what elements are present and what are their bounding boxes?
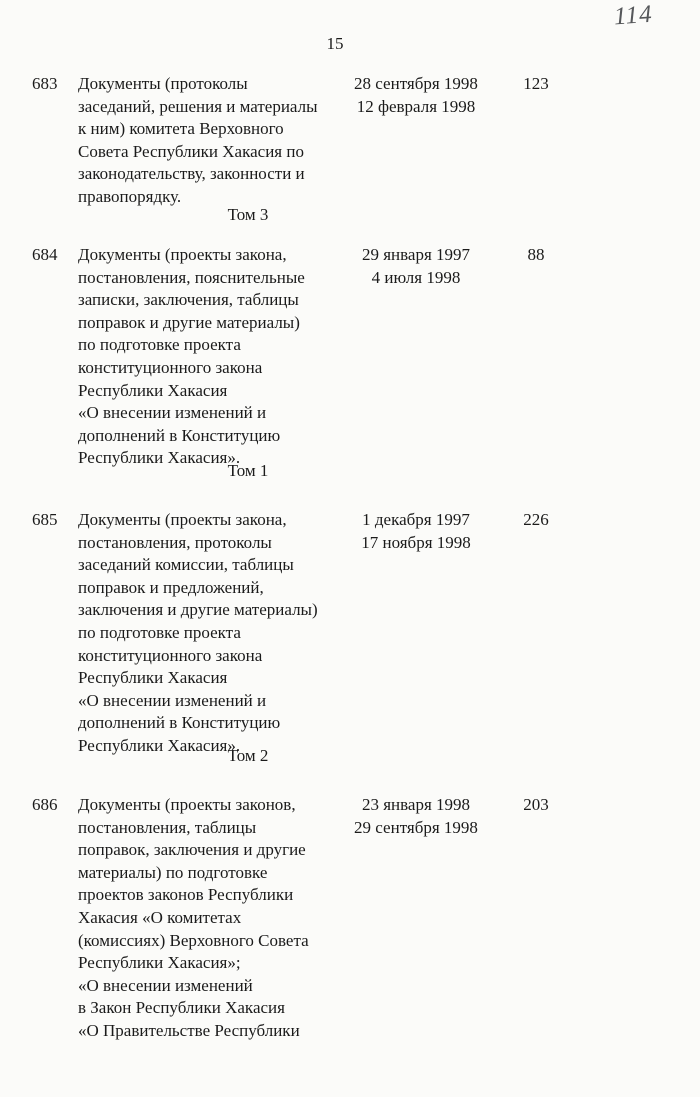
entry-dates: 23 января 1998 29 сентября 1998: [354, 795, 478, 837]
entry-number: 684: [32, 245, 58, 264]
entry-title: Документы (проекты закона, постановления, пояснительные записки, заключения, таблицы поправок и другие материалы) по подготовке проекта конституционного закона Республики Хакасия «О внесении изменений и дополнений в Конституцию Республики Хакасия».: [78, 245, 305, 468]
archive-folio-number: 114: [613, 0, 654, 31]
entry-dates: 29 января 1997 4 июля 1998: [361, 245, 471, 287]
entry-title: Документы (проекты законов, постановления, таблицы поправок, заключения и другие материалы) по подготовке проектов законов Республики Хакасия «О комитетах (комиссиях) Верховного Совета Республики Хакасия»; «О внесении изменений в Закон Республики Хакасия «О Правительстве Республики: [78, 795, 309, 1040]
entry-number: 683: [32, 74, 58, 93]
entry-sheet-count: 123: [523, 74, 549, 93]
entry-volume: Том 2: [227, 746, 269, 765]
entry-title: Документы (проекты закона, постановления, протоколы заседаний комиссии, таблицы поправок и предложений, заключения и другие материалы) по подготовке проекта конституционного закона Республики Хакасия «О внесении изменений и дополнений в Конституцию Республики Хакасия».: [78, 510, 318, 755]
entry-number: 686: [32, 795, 58, 814]
entry-sheet-count: 88: [527, 245, 545, 264]
entry-volume: Том 3: [227, 205, 269, 224]
entry-title: Документы (протоколы заседаний, решения и материалы к ним) комитета Верховного Совета Республики Хакасия по законодательству, законности и правопорядку.: [78, 74, 318, 206]
entry-sheet-count: 226: [523, 510, 549, 529]
entry-dates: 28 сентября 1998 12 февраля 1998: [354, 74, 478, 116]
entry-sheet-count: 203: [523, 795, 549, 814]
entry-number: 685: [32, 510, 58, 529]
page-number: 15: [326, 34, 344, 53]
entry-volume: Том 1: [227, 461, 269, 480]
entry-dates: 1 декабря 1997 17 ноября 1998: [361, 510, 471, 552]
